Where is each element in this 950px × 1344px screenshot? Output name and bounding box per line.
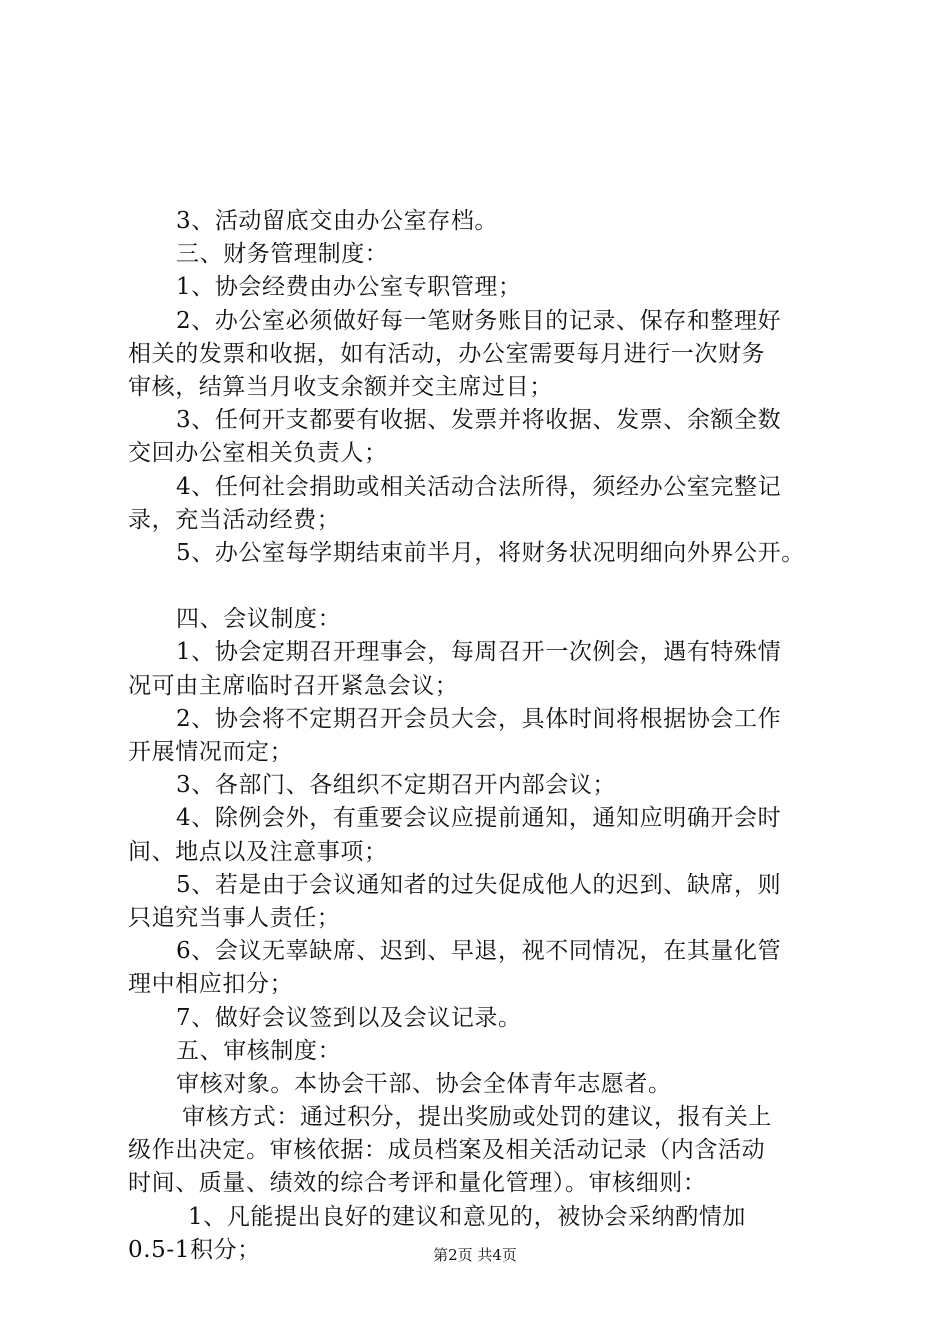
- text-line: 审核对象。本协会干部、协会全体青年志愿者。: [176, 1070, 672, 1097]
- text-line: 7、做好会议签到以及会议记录。: [176, 1004, 522, 1031]
- text-line: 级作出决定。审核依据：成员档案及相关活动记录（内含活动: [128, 1137, 766, 1164]
- text-line: 6、会议无辜缺席、迟到、早退，视不同情况，在其量化管: [176, 938, 782, 965]
- text-line: 2、办公室必须做好每一笔财务账目的记录、保存和整理好: [176, 307, 782, 334]
- text-line: 开展情况而定；: [128, 739, 294, 765]
- text-line: 4、任何社会捐助或相关活动合法所得，须经办公室完整记: [176, 473, 782, 500]
- text-line: 5、办公室每学期结束前半月，将财务状况明细向外界公开。: [176, 539, 805, 566]
- section-heading: 三、财务管理制度：: [176, 241, 389, 268]
- text-line: 0.5-1积分；: [128, 1236, 261, 1263]
- text-line: 1、凡能提出良好的建议和意见的，被协会采纳酌情加: [188, 1203, 747, 1230]
- text-line: 4、除例会外，有重要会议应提前通知，通知应明确开会时: [176, 805, 782, 832]
- text-line: 录，充当活动经费；: [128, 506, 341, 533]
- text-line: 5、若是由于会议通知者的过失促成他人的迟到、缺席，则: [176, 871, 782, 898]
- text-line: 3、各部门、各组织不定期召开内部会议；: [176, 772, 617, 799]
- text-line: 理中相应扣分；: [128, 971, 294, 998]
- text-line: 交回办公室相关负责人；: [128, 440, 388, 467]
- blank-line: [128, 570, 840, 603]
- text-line: 间、地点以及注意事项；: [128, 838, 388, 865]
- text-line: 审核，结算当月收支余额并交主席过目；: [128, 373, 553, 400]
- section-heading: 五、审核制度：: [176, 1037, 342, 1064]
- section-heading: 四、会议制度：: [176, 606, 342, 633]
- text-line: 1、协会定期召开理事会，每周召开一次例会，遇有特殊情: [176, 639, 782, 666]
- text-line: 时间、质量、绩效的综合考评和量化管理）。审核细则：: [128, 1170, 707, 1197]
- text-line: 审核方式：通过积分，提出奖励或处罚的建议，报有关上: [182, 1104, 772, 1131]
- text-line: 3、任何开支都要有收据、发票并将收据、发票、余额全数: [176, 407, 782, 434]
- body-text: [128, 205, 840, 1267]
- text-line: 相关的发票和收据，如有活动，办公室需要每月进行一次财务: [128, 340, 766, 367]
- text-line: 况可由主席临时召开紧急会议；: [128, 672, 459, 699]
- page-footer: 第2页 共4页: [433, 1246, 517, 1264]
- text-line: 3、活动留底交由办公室存档。: [176, 208, 499, 234]
- text-line: 只追究当事人责任；: [128, 904, 341, 931]
- text-line: 2、协会将不定期召开会员大会，具体时间将根据协会工作: [176, 705, 782, 732]
- text-line: 1、协会经费由办公室专职管理；: [176, 274, 522, 301]
